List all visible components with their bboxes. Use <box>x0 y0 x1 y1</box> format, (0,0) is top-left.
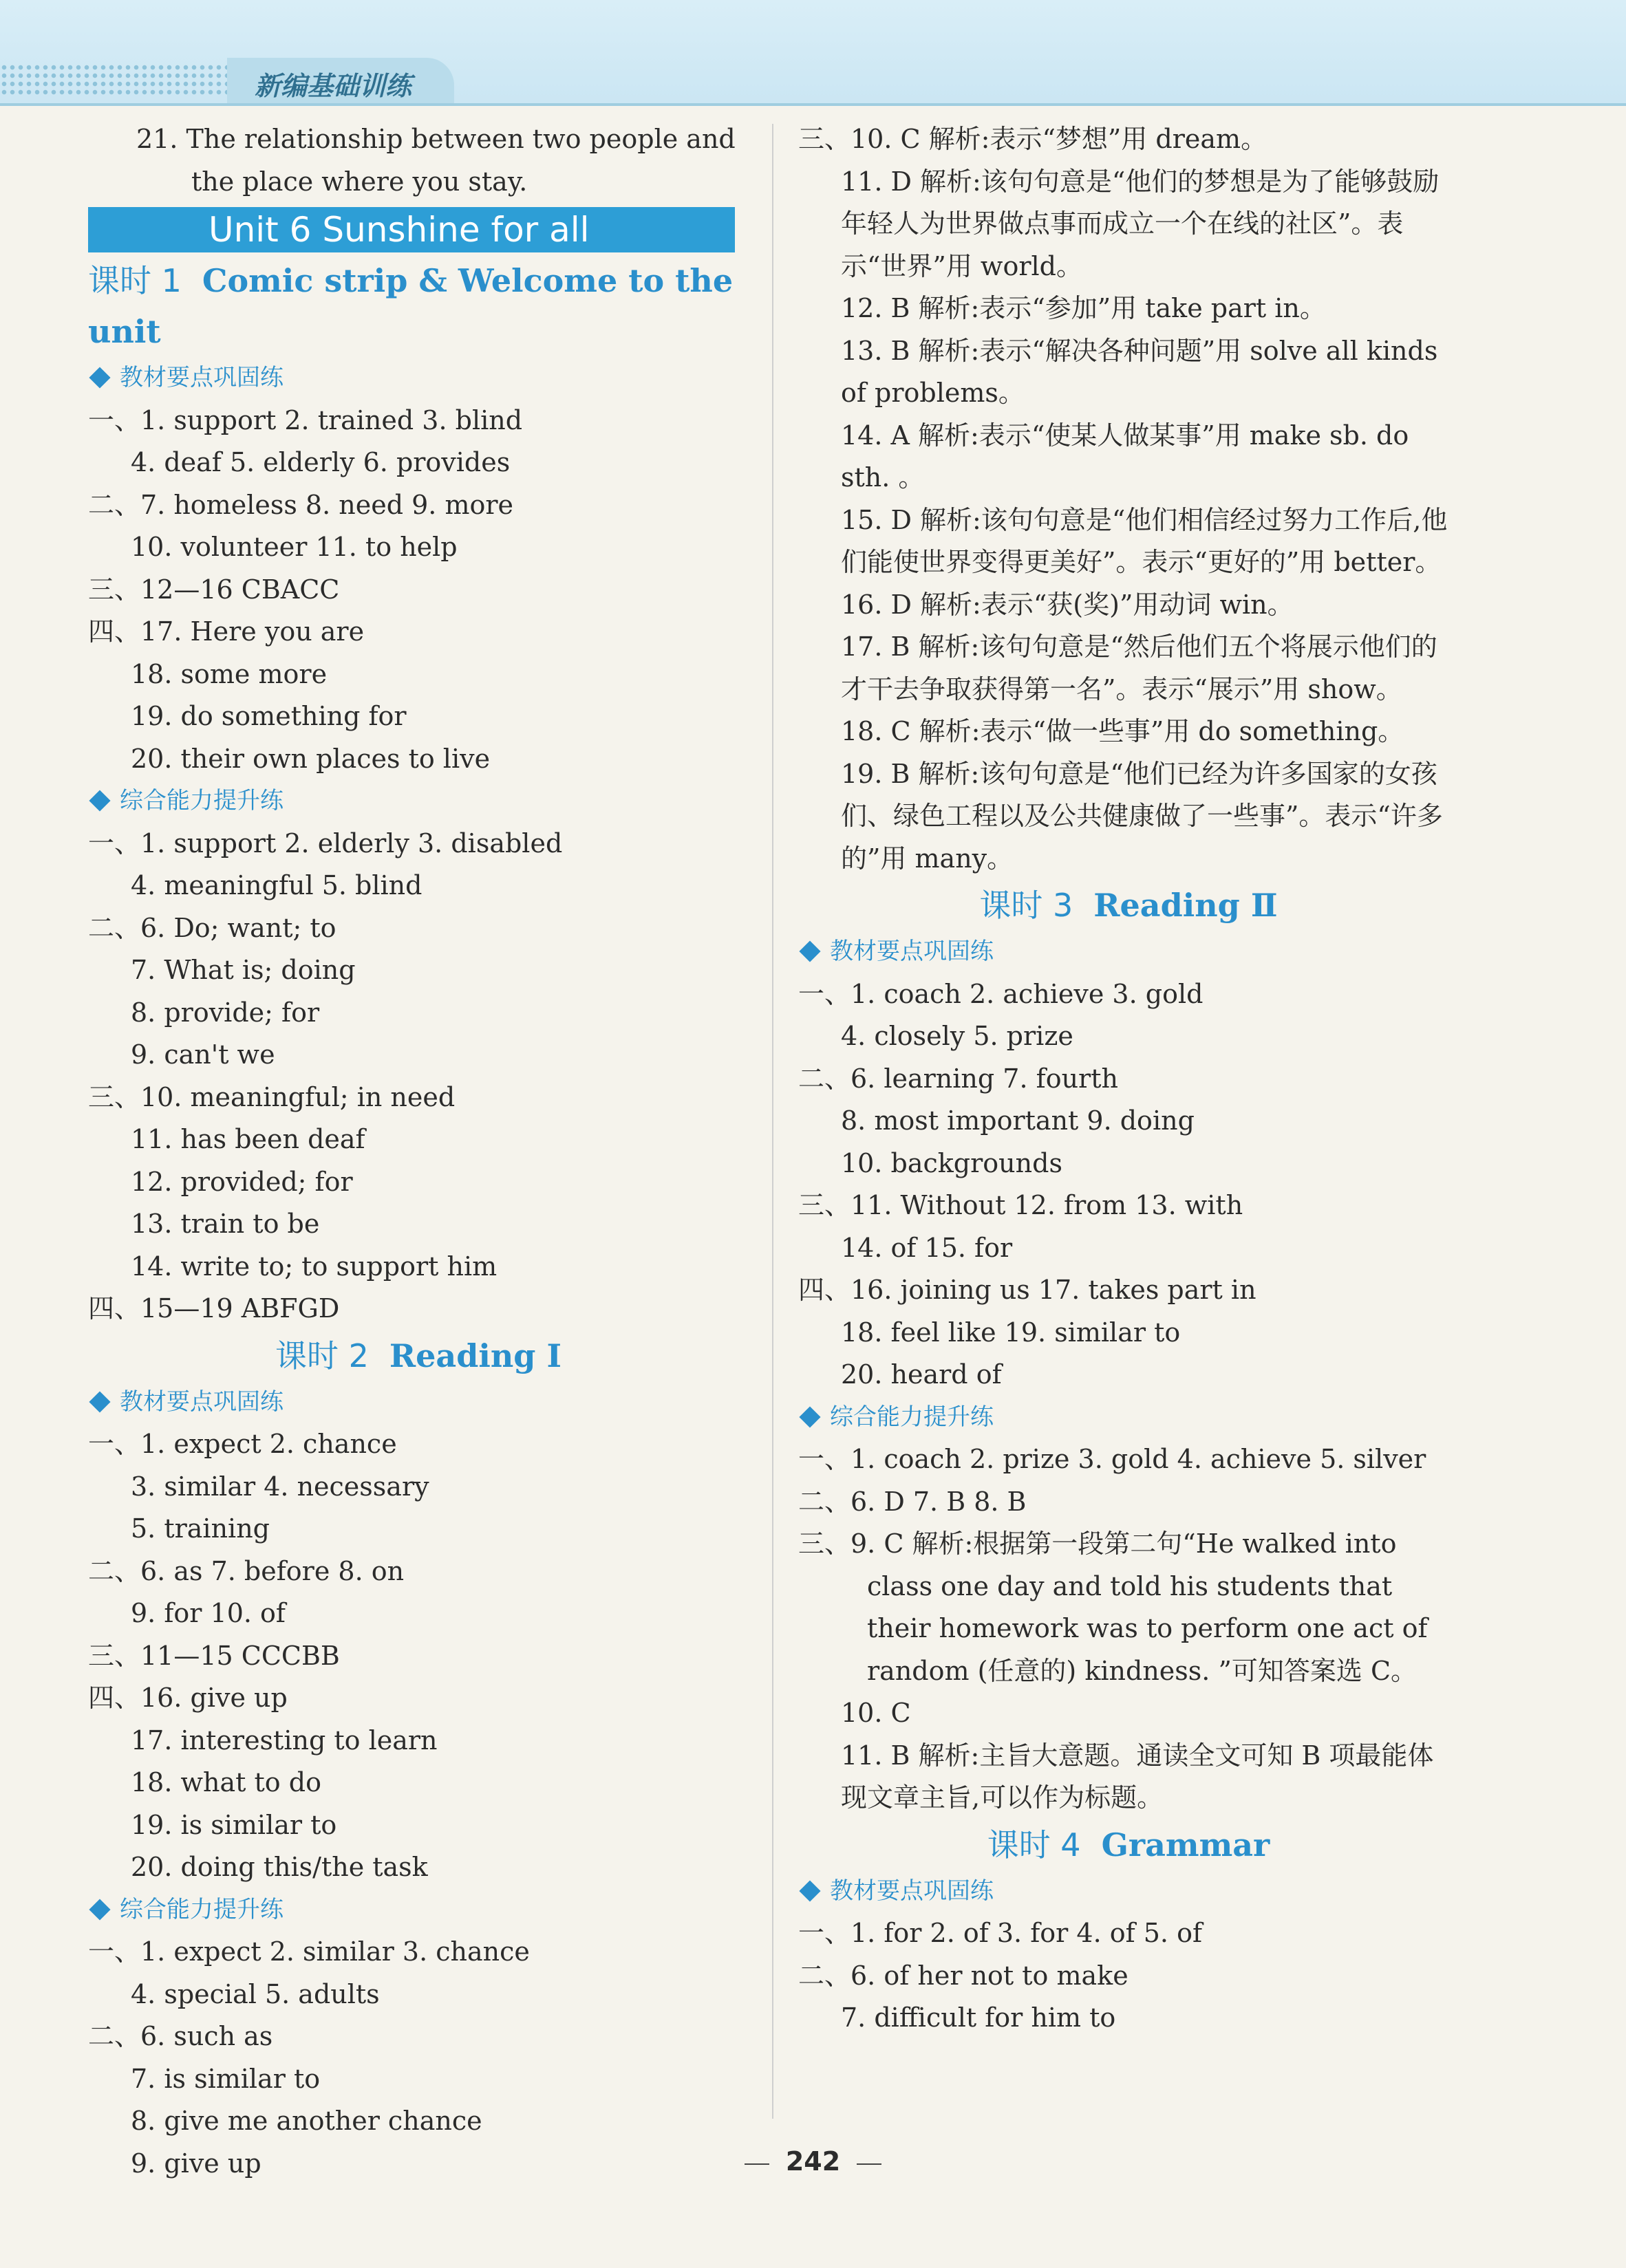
answer-line: 三、11. Without 12. from 13. with <box>798 1190 1243 1220</box>
section-label: 综合能力提升练 <box>120 787 284 814</box>
lesson-heading <box>798 880 1459 931</box>
answer-line: 一、1. support 2. elderly 3. disabled <box>88 828 563 858</box>
answer-line: 三、12—16 CBACC <box>88 574 340 605</box>
answer-line: 4. meaningful 5. blind <box>131 870 422 900</box>
answer-line: 19. B 解析:该句句意是“他们已经为许多国家的女孩们、绿色工程以及公共健康做了一些事”。表示“许多的”用 many。 <box>841 758 1443 874</box>
answer-line: 一、1. coach 2. achieve 3. gold <box>798 978 1204 1009</box>
answer-line: 二、6. such as <box>88 2021 273 2051</box>
answer-line: 14. A 解析:表示“使某人做某事”用 make sb. do sth. 。 <box>841 420 1409 493</box>
answer-line: 二、6. as 7. before 8. on <box>88 1555 405 1586</box>
book-title: 新编基础训练 <box>255 71 412 101</box>
answer-line: 20. their own places to live <box>131 743 491 774</box>
right-column <box>798 118 1459 2040</box>
section-label: 综合能力提升练 <box>830 1403 994 1431</box>
section-heading <box>798 1396 1459 1439</box>
left-column <box>88 118 749 2185</box>
lesson-heading <box>798 1819 1459 1870</box>
answer-line: 三、9. C 解析:根据第一段第二句“He walked into class one day and told his students that their homework was to perform one act of random (任意的) kindness. ”可知答案选 C。 <box>798 1529 1428 1686</box>
section-heading <box>798 931 1459 973</box>
header-dot-pattern <box>0 63 227 96</box>
answer-line: 20. heard of <box>841 1359 1002 1390</box>
answer-line: 19. is similar to <box>131 1809 337 1840</box>
column-divider <box>772 124 773 2119</box>
answer-line: 二、7. homeless 8. need 9. more <box>88 489 514 520</box>
answer-line: 12. B 解析:表示“参加”用 take part in。 <box>841 293 1326 323</box>
answer-line: 二、6. of her not to make <box>798 1960 1128 1991</box>
answer-line: 一、1. coach 2. prize 3. gold 4. achieve 5. silver <box>798 1444 1426 1474</box>
header-tab <box>227 58 454 103</box>
lesson-title: Reading Ⅱ <box>1093 887 1278 924</box>
answer-line: 7. What is; doing <box>131 955 356 985</box>
answer-line: 9. for 10. of <box>131 1598 286 1628</box>
answer-line: 14. write to; to support him <box>131 1251 498 1282</box>
section-heading <box>88 357 749 400</box>
answer-line: 一、1. for 2. of 3. for 4. of 5. of <box>798 1918 1203 1948</box>
answer-line: 四、16. give up <box>88 1683 288 1713</box>
header-rule <box>0 103 1626 106</box>
lesson-heading <box>88 255 749 357</box>
answer-line: 21. The relationship between two people and the place where you stay. <box>136 124 736 197</box>
diamond-icon <box>89 367 110 388</box>
answer-line: 10. volunteer 11. to help <box>131 532 458 562</box>
lesson-title: Comic strip & Welcome to the unit <box>88 262 734 350</box>
answer-line: 8. most important 9. doing <box>841 1105 1195 1136</box>
answer-line: 四、17. Here you are <box>88 616 365 647</box>
answer-line: 11. B 解析:主旨大意题。通读全文可知 B 项最能体现文章主旨,可以作为标题。 <box>841 1740 1434 1813</box>
answer-line: 7. difficult for him to <box>841 2002 1116 2033</box>
answer-line: 8. provide; for <box>131 997 320 1028</box>
section-label: 教材要点巩固练 <box>120 1387 284 1416</box>
diamond-icon <box>799 1406 820 1427</box>
answer-line: 17. B 解析:该句句意是“然后他们五个将展示他们的才干去争取获得第一名”。表示“展示”用 show。 <box>841 631 1437 704</box>
answer-line: 9. can't we <box>131 1039 275 1070</box>
answer-line: 5. training <box>131 1513 270 1544</box>
answer-line: 18. C 解析:表示“做一些事”用 do something。 <box>841 716 1404 746</box>
answer-line: 四、15—19 ABFGD <box>88 1293 340 1324</box>
section-label: 综合能力提升练 <box>120 1895 284 1923</box>
answer-line: 9. give up <box>131 2148 261 2179</box>
answer-line: 三、10. C 解析:表示“梦想”用 dream。 <box>798 124 1267 154</box>
answer-line: 二、6. D 7. B 8. B <box>798 1486 1027 1517</box>
answer-line: 二、6. learning 7. fourth <box>798 1063 1118 1094</box>
answer-line: 一、1. support 2. trained 3. blind <box>88 404 523 435</box>
answer-line: 11. has been deaf <box>131 1124 365 1154</box>
section-label: 教材要点巩固练 <box>120 364 284 391</box>
answer-line: 14. of 15. for <box>841 1232 1013 1263</box>
answer-line: 17. interesting to learn <box>131 1725 438 1756</box>
diamond-icon <box>89 790 110 811</box>
answer-line: 20. doing this/the task <box>131 1852 428 1882</box>
lesson-number: 课时 3 <box>979 887 1073 924</box>
answer-line: 3. similar 4. necessary <box>131 1471 429 1502</box>
answer-line: 4. deaf 5. elderly 6. provides <box>131 447 511 477</box>
answer-line: 18. feel like 19. similar to <box>841 1317 1181 1348</box>
section-heading <box>88 780 749 823</box>
answer-line: 7. is similar to <box>131 2063 321 2094</box>
answer-line: 三、11—15 CCCBB <box>88 1640 340 1671</box>
page-footer <box>0 2146 1626 2177</box>
answer-line: 10. backgrounds <box>841 1147 1062 1178</box>
footer-dash-left <box>745 2163 769 2165</box>
answer-line: 一、1. expect 2. chance <box>88 1429 397 1459</box>
section-heading <box>88 1889 749 1932</box>
answer-line: 15. D 解析:该句句意是“他们相信经过努力工作后,他们能使世界变得更美好”。表示“更好的”用 better。 <box>841 504 1448 577</box>
diamond-icon <box>799 940 820 962</box>
diamond-icon <box>799 1880 820 1901</box>
lesson-title: Reading Ⅰ <box>389 1337 561 1374</box>
answer-line: 13. train to be <box>131 1209 320 1239</box>
page-header <box>0 0 1626 103</box>
diamond-icon <box>89 1899 110 1920</box>
answer-line: 10. C <box>841 1698 911 1728</box>
diamond-icon <box>89 1391 110 1412</box>
section-heading <box>88 1381 749 1424</box>
footer-dash-right <box>857 2163 881 2165</box>
answer-line: 11. D 解析:该句句意是“他们的梦想是为了能够鼓励年轻人为世界做点事而成立一个在线的社区”。表示“世界”用 world。 <box>841 166 1440 281</box>
answer-line: 三、10. meaningful; in need <box>88 1081 456 1112</box>
lesson-number: 课时 2 <box>275 1337 369 1374</box>
section-label: 教材要点巩固练 <box>830 938 994 965</box>
section-heading <box>798 1870 1459 1913</box>
lesson-number: 课时 4 <box>987 1826 1081 1864</box>
answer-line: 4. closely 5. prize <box>841 1021 1073 1051</box>
answer-line: 18. some more <box>131 658 328 689</box>
answer-line: 二、6. Do; want; to <box>88 912 336 943</box>
lesson-heading <box>88 1330 749 1381</box>
section-label: 教材要点巩固练 <box>830 1877 994 1905</box>
page-number: 242 <box>785 2146 841 2177</box>
answer-line: 12. provided; for <box>131 1166 353 1197</box>
answer-line: 8. give me another chance <box>131 2106 482 2136</box>
lesson-number: 课时 1 <box>88 262 182 299</box>
answer-line: 19. do something for <box>131 701 407 731</box>
answer-line: 16. D 解析:表示“获(奖)”用动词 win。 <box>841 589 1294 620</box>
answer-line: 一、1. expect 2. similar 3. chance <box>88 1936 530 1967</box>
answer-line: 4. special 5. adults <box>131 1978 380 2009</box>
answer-line: 四、16. joining us 17. takes part in <box>798 1275 1256 1305</box>
unit-title-banner: Unit 6 Sunshine for all <box>88 207 735 252</box>
answer-line: 13. B 解析:表示“解决各种问题”用 solve all kinds of problems。 <box>841 335 1438 408</box>
lesson-title: Grammar <box>1101 1826 1270 1864</box>
answer-line: 18. what to do <box>131 1767 321 1797</box>
